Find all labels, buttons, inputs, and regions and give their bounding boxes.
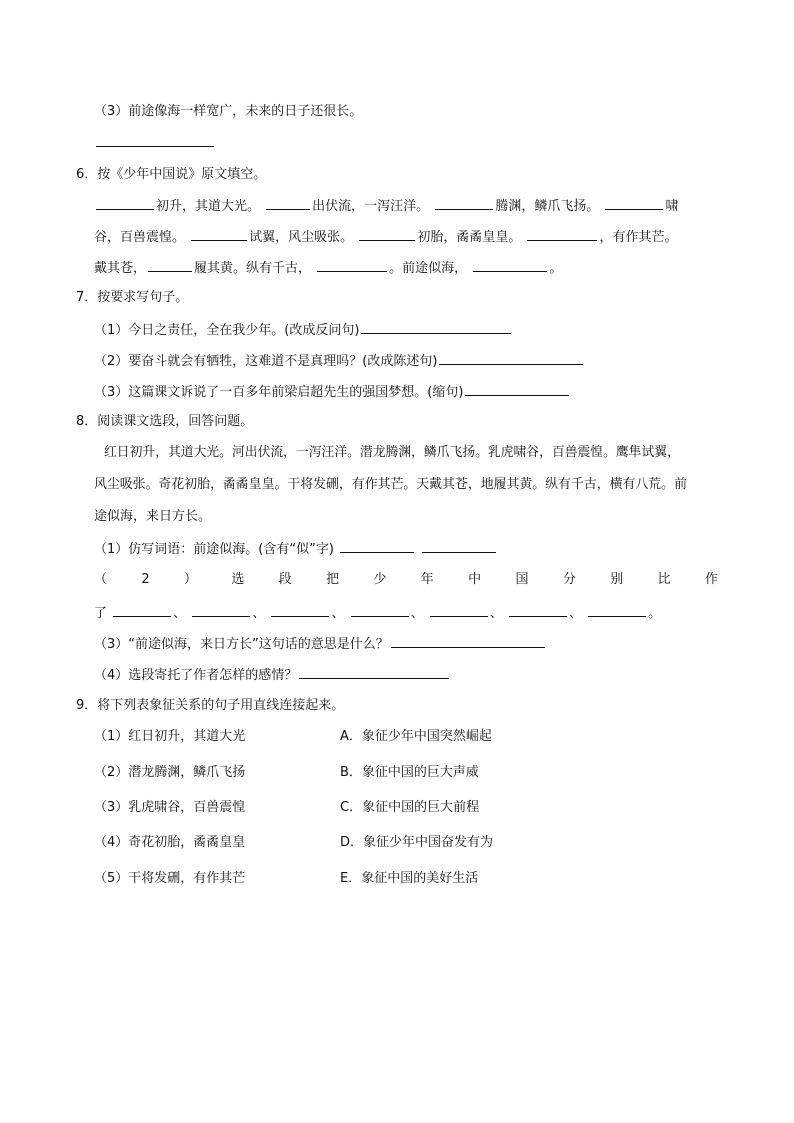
q9-left-item[interactable]: （3）乳虎啸谷，百兽震惶 xyxy=(94,800,246,815)
q8-item-1: （1）仿写词语：前途似海。(含有“似”字) xyxy=(94,539,498,559)
q5-answer-line[interactable] xyxy=(94,133,216,153)
q6-prompt: 6．按《少年中国说》原文填空。 xyxy=(76,167,267,182)
q8-metaphor-blank[interactable] xyxy=(430,603,488,617)
q7-item-1: （1）今日之责任，全在我少年。(改成反问句) xyxy=(94,320,513,340)
q7-item-2: （2）要奋斗就会有牺牲，这难道不是真理吗？(改成陈述句) xyxy=(94,351,585,371)
q8-passage-3: 途似海，来日方长。 xyxy=(94,509,212,524)
q6-blank[interactable] xyxy=(266,196,310,210)
q9-left-item[interactable]: （1）红日初升，其道大光 xyxy=(94,729,246,744)
q6-line-1: 初升，其道大光。 出伏流，一泻汪洋。 腾渊，鳞爪飞扬。 啸 xyxy=(94,196,678,216)
q8-item-2-blanks: 了 、 、 、 、 、 、 。 xyxy=(94,603,661,623)
q8-metaphor-blank[interactable] xyxy=(351,603,409,617)
q8-answer-blank[interactable] xyxy=(391,634,545,648)
q9-left-item[interactable]: （5）干将发硎，有作其芒 xyxy=(94,871,246,886)
q7-item-3: （3）这篇课文诉说了一百多年前梁启超先生的强国梦想。(缩句) xyxy=(94,382,571,402)
q6-blank[interactable] xyxy=(359,227,415,241)
q8-passage-2: 风尘吸张。奇花初胎，矞矞皇皇。干将发硎，有作其芒。天戴其苍，地履其黄。纵有千古，横有八荒。前 xyxy=(94,477,687,492)
q8-item-3: （3）“前途似海，来日方长”这句话的意思是什么？ xyxy=(94,634,547,654)
q8-passage-1: 红日初升，其道大光。河出伏流，一泻汪洋。潜龙腾渊，鳞爪飞扬。乳虎啸谷，百兽震惶。鹰隼试翼， xyxy=(104,445,680,460)
q9-right-item[interactable]: C．象征中国的巨大前程 xyxy=(340,800,480,815)
q8-metaphor-blank[interactable] xyxy=(271,603,329,617)
q6-blank[interactable] xyxy=(605,196,663,210)
q9-right-item[interactable]: B．象征中国的巨大声威 xyxy=(340,765,479,780)
q7-answer-blank[interactable] xyxy=(439,351,583,365)
q8-prompt: 8．阅读课文选段，回答问题。 xyxy=(76,414,254,429)
q9-left-item[interactable]: （4）奇花初胎，矞矞皇皇 xyxy=(94,835,246,850)
q6-blank[interactable] xyxy=(527,227,597,241)
q8-answer-blank[interactable] xyxy=(299,665,449,679)
q8-answer-blank[interactable] xyxy=(422,539,496,553)
q8-metaphor-blank[interactable] xyxy=(509,603,567,617)
q8-answer-blank[interactable] xyxy=(340,539,414,553)
q9-right-item[interactable]: A．象征少年中国突然崛起 xyxy=(340,729,492,744)
q9-prompt: 9．将下列表象征关系的句子用直线连接起来。 xyxy=(76,698,345,713)
q5-item-3: （3）前途像海一样宽广，未来的日子还很长。 xyxy=(94,104,363,119)
q6-blank[interactable] xyxy=(96,196,154,210)
q6-blank[interactable] xyxy=(148,258,192,272)
q7-prompt: 7．按要求写句子。 xyxy=(76,290,189,305)
q9-left-item[interactable]: （2）潜龙腾渊，鳞爪飞扬 xyxy=(94,765,246,780)
q7-answer-blank[interactable] xyxy=(361,320,511,334)
q8-metaphor-blank[interactable] xyxy=(588,603,646,617)
q6-blank[interactable] xyxy=(473,258,547,272)
q6-blank[interactable] xyxy=(435,196,493,210)
q7-answer-blank[interactable] xyxy=(465,382,569,396)
q6-blank[interactable] xyxy=(191,227,247,241)
q6-line-3: 戴其苍， 履其黄。纵有千古， 。前途似海， 。 xyxy=(94,258,562,278)
q8-item-4: （4）选段寄托了作者怎样的感情？ xyxy=(94,665,451,685)
q8-metaphor-blank[interactable] xyxy=(113,603,171,617)
q9-right-item[interactable]: E．象征中国的美好生活 xyxy=(340,871,479,886)
q8-item-2-spread: （ 2 ） 选 段 把 少 年 中 国 分 别 比 作 xyxy=(94,572,718,587)
q8-metaphor-blank[interactable] xyxy=(192,603,250,617)
q6-line-2: 谷，百兽震惶。 试翼，风尘吸张。 初胎，矞矞皇皇。 ，有作其芒。 xyxy=(94,227,677,247)
q6-blank[interactable] xyxy=(317,258,387,272)
q9-right-item[interactable]: D．象征少年中国奋发有为 xyxy=(340,835,494,850)
